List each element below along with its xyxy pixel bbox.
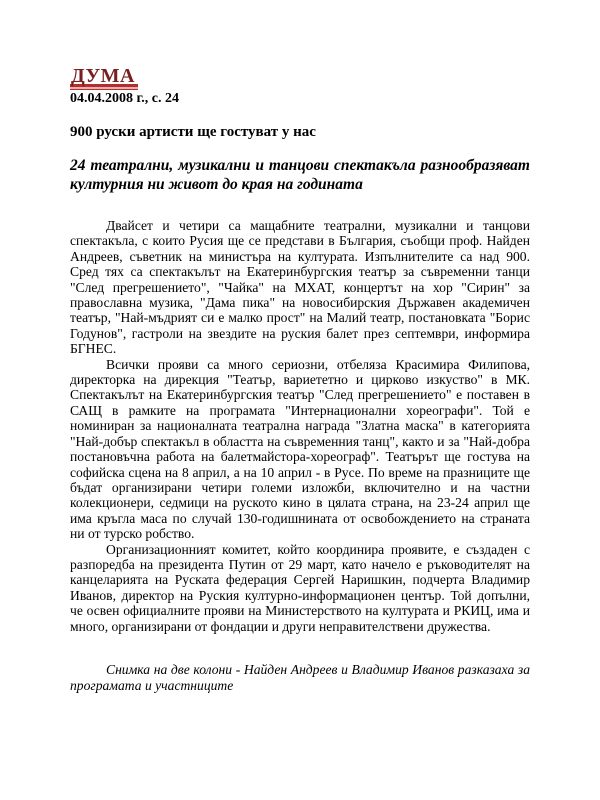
paragraph: Всички прояви са много сериозни, отбеляза Красимира Филипова, директорка на дирекция "Театър, вариететно и цирково изкуство" в МК. Спектакълът на Екатеринбургския театър "След прегрешението" е поставен в САЩ в рамките на програмата "Интернационални хореографи". Той е номиниран за националната театрална награда "Златна маска" в категорията "Най-добър спектакъл в областта на съвременния танц", както и за "Най-добра постановъчна работа на балетмайстора-хореограф". Театърът ще гостува на софийска сцена на 8 април, а на 10 април - в Русе. По време на празниците ще бъдат организирани четири големи изложби, включително и на частни колекционери, седмици на руското кино в цялата страна, на 23-24 април ще има кръгла маса по случай 130-годишнината от освобождението на страната ни от турско робство. [70,356,530,542]
article-subheadline: 24 театрални, музикални и танцови спектакъла разнообразяват културния ни живот до края на годината [70,157,530,193]
logo-tagline-strip [70,87,138,89]
logo-text: ДУМА [71,65,136,87]
photo-caption: Снимка на две колони - Найден Андреев и Владимир Иванов разказаха за програмата и участниците [70,662,530,693]
article-body [70,218,530,634]
paragraph: Двайсет и четири са мащабните театрални, музикални и танцови спектакъла, с които Русия ще се представи в България, съобщи проф. Найден Андреев, съветник на министъра на културата. Изпълнителите са над 900. Сред тях са спектакълът на Екатеринбургския театър за съвременни танци "След прегрешението", "Чайка" на МХАТ, концертът на хор "Сирин" за православна музика, "Дама пика" на новосибирския Държавен академичен театър, "Най-мъдрият си е малко прост" на Малий театр, постановката "Борис Годунов", гастроли на звездите на руския балет през септември, информира БГНЕС. [70,218,530,357]
article-headline: 900 руски артисти ще гостуват у нас [70,124,316,140]
duma-logo [70,67,138,91]
paragraph: Организационният комитет, който координира проявите, е създаден с разпоредба на президента Путин от 29 март, като начело е ръководителят на канцеларията на Руската федерация Сергей Наришкин, подчерта Владимир Иванов, директор на Руския културно-информационен център. Той допълни, че освен официалните прояви на Министерството на културата и РКИЦ, има и много, организирани от фондации и други неправителствени дружества. [70,541,530,634]
publication-date: 04.04.2008 г., с. 24 [70,91,179,106]
